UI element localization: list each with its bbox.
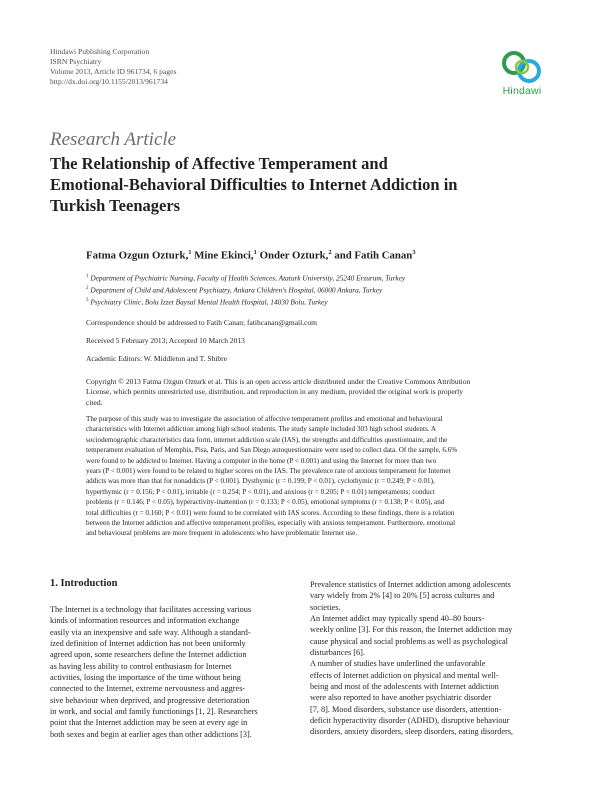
doi-link[interactable]: http://dx.doi.org/10.1155/2013/961734 (50, 77, 168, 86)
body-line: societies. (310, 602, 341, 612)
journal-name: ISRN Psychiatry (50, 57, 102, 66)
copyright-notice (86, 377, 552, 408)
author-list (86, 249, 416, 262)
copyright-line: cited. (86, 397, 103, 407)
body-line: effects of Internet addiction on physical and mental well- (310, 670, 499, 680)
received-dates: Received 5 February 2013; Accepted 10 March 2013 (86, 336, 245, 345)
body-line: disorders, anxiety disorders, sleep disorders, eating disorders, (310, 727, 513, 737)
author-name: Onder Ozturk, (259, 249, 329, 262)
body-line: activities, losing the importance of the time without being (50, 673, 241, 683)
body-line: being and most of the adolescents with Internet addiction (310, 682, 499, 692)
author-affiliation-mark: 1 (188, 249, 192, 256)
abstract-line: between the Internet addiction and affective temperament profiles, especially with anxious temperament. Furthermore, emotional (86, 519, 456, 528)
author-name: and Fatih Canan (334, 249, 413, 262)
body-column-right (310, 579, 552, 738)
abstract-line: characteristics with Internet addiction among high school students. The study sample included 303 high school students. A (86, 425, 437, 434)
journal-header (50, 47, 176, 87)
body-line: vary widely from 2% [4] to 20% [5] across cultures and (310, 591, 495, 601)
affiliation-text: Department of Psychiatric Nursing, Faculty of Health Sciences, Ataturk University, 25240 Erzurum, Turkey (90, 273, 406, 283)
affiliation-number: 1 (86, 274, 89, 279)
body-column-left (50, 604, 290, 740)
body-line: in work, and social and family functionings [1, 2]. Researchers (50, 707, 258, 717)
body-line: deficit hyperactivity disorder (ADHD), disruptive behaviour (310, 716, 510, 726)
body-line: Prevalence statistics of Internet addiction among adolescents (310, 580, 511, 589)
affiliation-item (86, 296, 405, 308)
body-line: as having less ability to control enthusiasm for Internet (50, 661, 232, 671)
abstract-line: total difficulties (r = 0.160; P < 0.01) were found to be correlated with IAS scores. According to these findings, there is a relation (86, 508, 455, 517)
article-title (50, 153, 550, 216)
abstract-line: years (P < 0.001) were found to be related to higher scores on the IAS. The prevalence rate of anxious temperament for Internet (86, 467, 451, 476)
academic-editors: Academic Editors: W. Middleton and T. Shibre (86, 354, 227, 363)
copyright-line: License, which permits unrestricted use, distribution, and reproduction in any medium, provided the original work is properly (86, 387, 463, 397)
copyright-line: Copyright © 2013 Fatma Ozgun Ozturk et al. This is an open access article distributed under the Creative Commons Attribution (86, 377, 471, 386)
hindawi-wordmark: Hindawi (502, 85, 542, 97)
body-line: disturbances [6]. (310, 648, 365, 658)
volume-info: Volume 2013, Article ID 961734, 6 pages (50, 67, 177, 76)
article-type: Research Article (50, 129, 177, 150)
author-affiliation-mark: 3 (412, 249, 416, 256)
abstract-line: The purpose of this study was to investigate the association of affective temperament profiles and emotional and behavioural (86, 415, 443, 423)
hindawi-logo-icon (500, 48, 544, 86)
abstract-line: temperament evaluation of Memphis, Pisa, Paris, and San Diego autoquestionnaire were used to collect data. Of the sample, 6.6% (86, 446, 458, 455)
abstract-line: and behavioural problems are more frequent in adolescents who have problematic Internet use. (86, 529, 358, 538)
abstract-line: sociodemographic characteristics data form, internet addiction scale (IAS), the strengths and difficulties questionnaire, and the (86, 435, 448, 444)
affiliation-item (86, 272, 405, 284)
body-line: connected to the Internet, extreme nervousness and aggres- (50, 684, 246, 694)
abstract-line: problems (r = 0.146; P < 0.05), hyperactivity-inattention (r = 0.133; P < 0.05), emotional symptoms (r = 0.138; P < 0.05), and (86, 498, 445, 507)
affiliation-text: Department of Child and Adolescent Psychiatry, Ankara Children's Hospital, 06000 Ankara, Turkey (90, 285, 383, 295)
body-line: A number of studies have underlined the unfavorable (310, 659, 486, 669)
body-line: point that the Internet addiction may be seen at every age in (50, 718, 248, 728)
body-line: ized definition of Internet addiction has not been uniformly (50, 639, 246, 649)
publisher-name: Hindawi Publishing Corporation (50, 47, 150, 56)
title-line: Emotional-Behavioral Difficulties to Internet Addiction in (50, 175, 458, 194)
author-name: Mine Ekinci, (194, 249, 254, 262)
title-line: The Relationship of Affective Temperament and (50, 154, 388, 173)
body-line: sive behaviour when deprived, and progressive deterioration (50, 695, 250, 705)
body-line: were also reported to have another psychiatric disorder (310, 693, 492, 703)
body-line: An Internet addict may typically spend 40–80 hours- (310, 614, 485, 624)
abstract-line: were found to be addicted to Internet. Having a computer in the home (P < 0.001) and using the Internet for more than two (86, 456, 437, 465)
body-line: easily via an inexpensive and safe way. Although a standard- (50, 627, 251, 637)
hindawi-logo (492, 48, 552, 108)
abstract (86, 414, 552, 539)
body-line: The Internet is a technology that facilitates accessing various (50, 605, 252, 614)
author-name: Fatma Ozgun Ozturk, (86, 249, 189, 262)
body-line: weekly online [3]. For this reason, the Internet addiction may (310, 625, 513, 635)
body-line: kinds of information resources and information exchange (50, 616, 240, 626)
affiliation-list (86, 272, 405, 308)
affiliation-number: 3 (86, 297, 89, 303)
author-affiliation-mark: 1 (253, 249, 257, 256)
body-line: agreed upon, some researchers define the Internet addiction (50, 650, 247, 660)
affiliation-number: 2 (86, 285, 89, 291)
body-line: both sexes and begin at earlier ages than other addictions [3]. (50, 729, 252, 739)
author-affiliation-mark: 2 (328, 249, 332, 256)
abstract-line: hyperthymic (r = 0.156; P < 0.01), irritable (r = 0.254; P < 0.01), and anxious (r = 0.205; P < 0.01) temperaments; conduct (86, 487, 435, 496)
title-line: Turkish Teenagers (50, 196, 181, 215)
affiliation-text: Psychiatry Clinic, Bolu Izzet Baysal Mental Health Hospital, 14030 Bolu, Turkey (90, 297, 328, 307)
body-line: cause physical and social problems as well as psychological (310, 636, 508, 646)
correspondence: Correspondence should be addressed to Fatih Canan; fatihcanan@gmail.com (86, 318, 318, 327)
section-heading-introduction: 1. Introduction (50, 578, 118, 589)
body-line: [7, 8]. Mood disorders, substance use disorders, attention- (310, 704, 502, 714)
affiliation-item (86, 284, 405, 296)
abstract-line: addicts was more than that for nonaddicts (P < 0.001). Dysthymic (r = 0.199; P < 0.01), cyclothymic (r = 0.249; P < 0.01), (86, 477, 435, 486)
